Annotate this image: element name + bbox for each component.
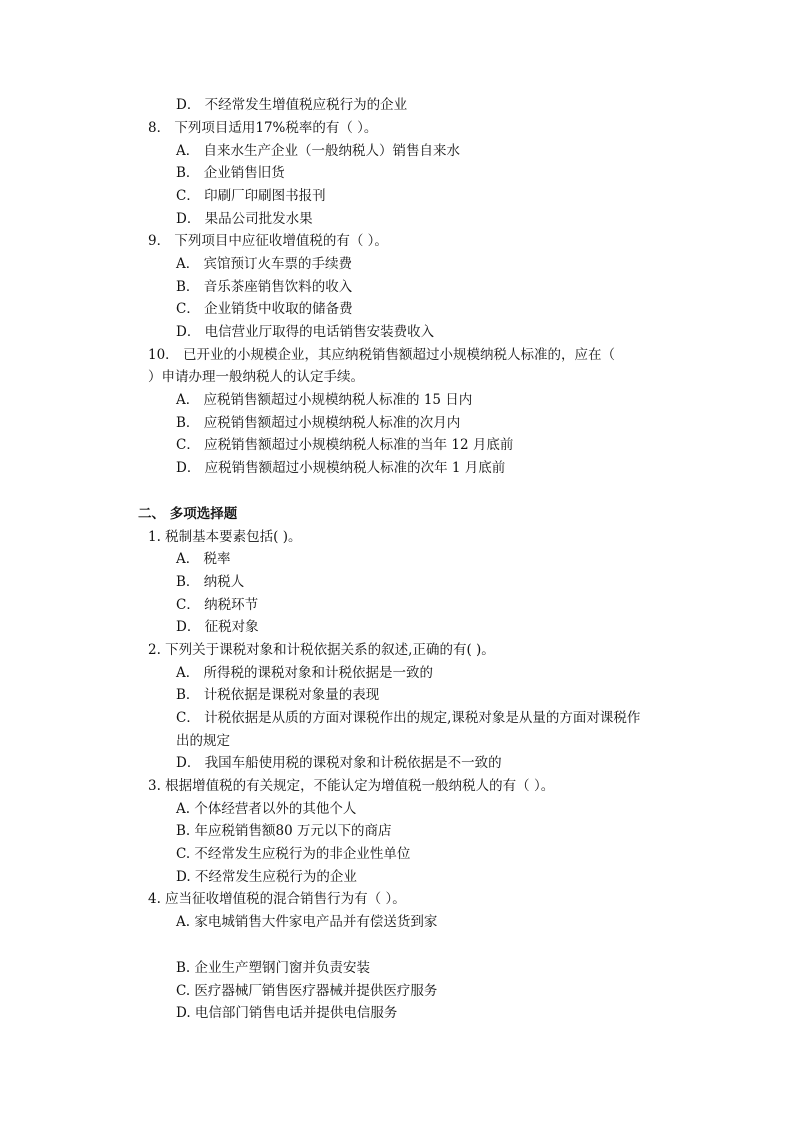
s2-q4-option-b: B. 企业生产塑钢门窗并负责安装 — [176, 960, 371, 976]
s2-q4-option-d: D. 电信部门销售电话并提供电信服务 — [176, 1005, 398, 1021]
q8-option-b: B． 企业销售旧货 — [176, 165, 285, 181]
q7-option-d: D． 不经常发生增值税应税行为的企业 — [176, 97, 408, 113]
q10-option-a: A． 应税销售额超过小规模纳税人标准的 15 日内 — [176, 392, 473, 408]
q8-stem: 8． 下列项目适用17%税率的有（ ）。 — [148, 120, 378, 136]
q10-option-c: C． 应税销售额超过小规模纳税人标准的当年 12 月底前 — [176, 437, 514, 453]
s2-q4-stem: 4. 应当征收增值税的混合销售行为有（ ）。 — [148, 891, 406, 907]
s2-q1-option-c: C． 纳税环节 — [176, 597, 259, 613]
s2-q1-option-a: A． 税率 — [176, 551, 231, 567]
s2-q2-stem: 2. 下列关于课税对象和计税依据关系的叙述,正确的有( )。 — [148, 642, 495, 658]
q10-stem-line2: ）申请办理一般纳税人的认定手续。 — [148, 369, 364, 385]
s2-q3-option-c: C. 不经常发生应税行为的非企业性单位 — [176, 846, 411, 862]
q8-option-c: C． 印刷厂印刷图书报刊 — [176, 188, 326, 204]
s2-q2-option-b: B． 计税依据是课税对象量的表现 — [176, 687, 380, 703]
q9-option-a: A． 宾馆预订火车票的手续费 — [176, 256, 353, 272]
q9-option-c: C． 企业销货中收取的储备费 — [176, 301, 353, 317]
q10-option-b: B． 应税销售额超过小规模纳税人标准的次月内 — [176, 415, 461, 431]
s2-q2-option-c: C． 计税依据是从质的方面对课税作出的规定,课税对象是从量的方面对课税作 — [176, 710, 641, 726]
s2-q3-stem: 3. 根据增值税的有关规定，不能认定为增值税一般纳税人的有（ ）。 — [148, 778, 555, 794]
s2-q1-option-d: D． 征税对象 — [176, 619, 259, 635]
section-heading-multiple-choice: 二、 多项选择题 — [138, 506, 238, 522]
s2-q3-option-a: A. 个体经营者以外的其他个人 — [176, 801, 357, 817]
s2-q2-option-d: D． 我国车船使用税的课税对象和计税依据是不一致的 — [176, 755, 502, 771]
s2-q3-option-d: D. 不经常发生应税行为的企业 — [176, 869, 357, 885]
s2-q1-option-b: B． 纳税人 — [176, 574, 245, 590]
q8-option-d: D． 果品公司批发水果 — [176, 211, 313, 227]
q8-option-a: A． 自来水生产企业（一般纳税人）销售自来水 — [176, 143, 461, 159]
q9-stem: 9． 下列项目中应征收增值税的有（ ）。 — [148, 233, 388, 249]
q10-stem-line1: 10． 已开业的小规模企业，其应纳税销售额超过小规模纳税人标准的，应在（ — [148, 347, 615, 363]
s2-q2-option-a: A． 所得税的课税对象和计税依据是一致的 — [176, 665, 434, 681]
s2-q2-option-c-cont: 出的规定 — [176, 733, 230, 749]
s2-q4-option-a: A. 家电城销售大件家电产品并有偿送货到家 — [176, 914, 438, 930]
q10-option-d: D． 应税销售额超过小规模纳税人标准的次年 1 月底前 — [176, 460, 506, 476]
s2-q4-option-c: C. 医疗器械厂销售医疗器械并提供医疗服务 — [176, 983, 438, 999]
q9-option-d: D． 电信营业厅取得的电话销售安装费收入 — [176, 324, 435, 340]
s2-q1-stem: 1. 税制基本要素包括( )。 — [148, 529, 302, 545]
s2-q3-option-b: B. 年应税销售额80 万元以下的商店 — [176, 823, 392, 839]
q9-option-b: B． 音乐茶座销售饮料的收入 — [176, 279, 353, 295]
